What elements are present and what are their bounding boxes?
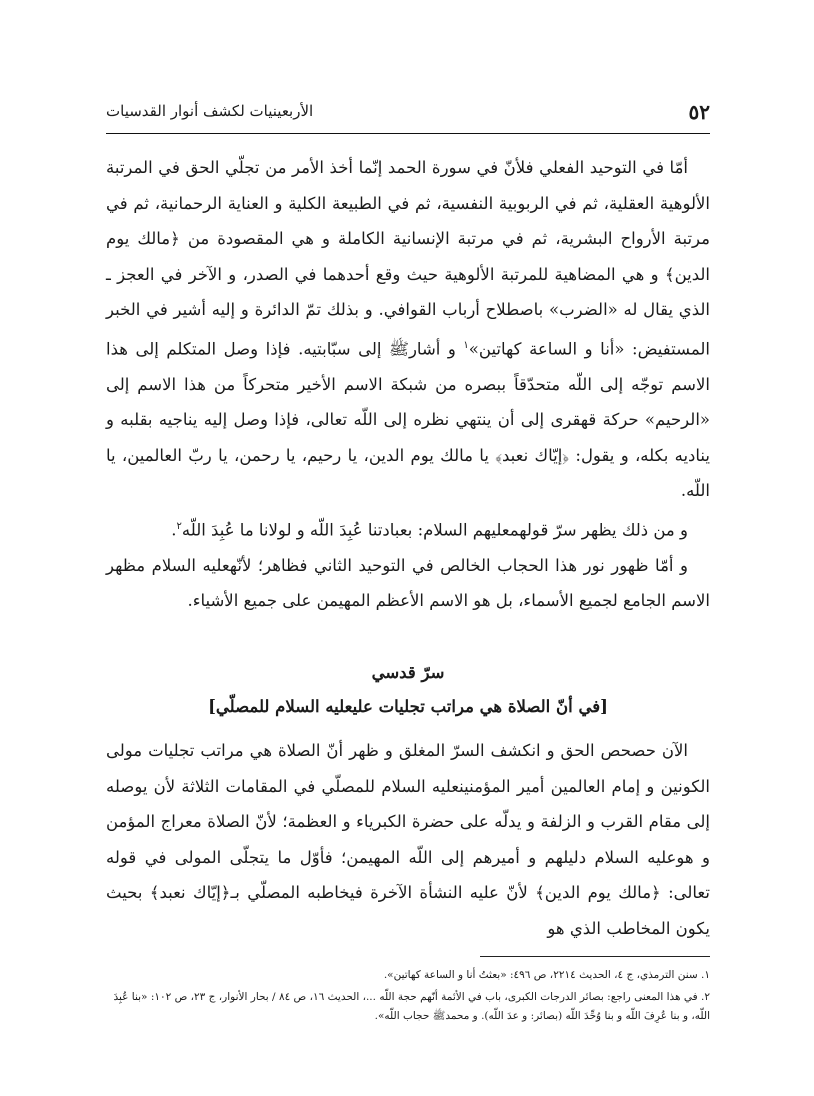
footnote-1: ١. سنن الترمذي، ج ٤، الحديث ٢٢١٤، ص ٤٩٦: «بعثتُ أنا و الساعة كهاتين». <box>383 969 710 981</box>
section-subtitle: [في أنّ الصلاة هي مراتب تجليات عليعليه السلام للمصلّي] <box>208 697 608 716</box>
paragraph: و أمّا ظهور نور هذا الحجاب الخالص في التوحيد الثاني فظاهر؛ لأنّهعليه السلام مظهر الاسم الجامع لجميع الأسماء، بل هو الاسم الأعظم المهيمن على جميع الأشياء. <box>106 555 710 610</box>
footnote-rule <box>480 956 710 957</box>
paragraph: الآن حصحص الحق و انكشف السرّ المغلق و ظهر أنّ الصلاة هي مراتب تجليات مولى الكونين و إمام العالمين أمير المؤمنينعليه السلام للمصلّي في المقامات الثلاثة لأن يوصله إلى مقام القرب و الزلفة و يدلّه على حضرة الكبرياء و العظمة؛ لأنّ الصلاة معراج المؤمن و هوعليه السلام دليلهم و أميرهم إلى اللّه المهيمن؛ فأوّل ما يتجلّى المولى في قوله تعالى: ﴿مالك يوم الدين﴾ لأنّ عليه النشأة الآخرة فيخاطبه المصلّي بـ﴿إيّاك نعبد﴾ بحيث يكون المخاطب الذي هو <box>106 741 710 938</box>
section-title: سرّ قدسي <box>371 663 445 682</box>
paragraph-text: و من ذلك يظهر سرّ قولهمعليهم السلام: بعبادتنا عُبِدَ اللّه و لولانا ما عُبِدَ اللّه <box>181 520 688 539</box>
header-rule <box>106 133 710 134</box>
page-header <box>106 100 710 130</box>
footnotes <box>106 966 710 1029</box>
paragraph-text: أمّا في التوحيد الفعلي فلأنّ في سورة الحمد إنّما أخذ الأمر من تجلّي الحق في المرتبة الألوهية العقلية، ثم في الربوبية النفسية، ثم في الطبيعة الكلية و العناية الرحمانية، ثم في مرتبة الأرواح البشرية، ثم في مرتبة الإنسانية الكاملة و هي المقصودة من ﴿مالك يوم الدين﴾ و هي المضاهية للمرتبة الألوهية حيث وقع أحدهما في الصدر، و الآخر في العجز ـ الذي يقال له «الضرب» باصطلاح أرباب القوافي. و بذلك تمّ الدائرة و إليه أشير في الخبر المستفيض: «أنا و الساعة كهاتين» <box>106 158 710 358</box>
paragraph-text: . <box>171 520 177 539</box>
paragraph-text: و أشارﷺ إلى سبّابتيه. فإذا وصل المتكلم إلى هذا الاسم توجّه إلى اللّه متحدّقاً ببصره من شبكة الاسم الأخير متحركاً من هذا الاسم إلى «الرحيم» حركة قهقرى إلى أن ينتهي نظره إلى اللّه تعالى، فإذا وصل إليه يناجيه بقلبه و يناديه بكله، و يقول: ﴿إيّاك نعبد﴾ يا مالك يوم الدين، يا رحيم، يا رحمن، يا ربّ العالمين، يا اللّه. <box>106 339 710 500</box>
section-text <box>106 733 710 946</box>
paragraph <box>106 150 710 509</box>
main-text <box>106 150 710 619</box>
footnote-ref-1: ١ <box>463 339 469 351</box>
footnote-2: ٢. في هذا المعنى راجع: بصائر الدرجات الكبرى، باب في الأئمة أنّهم حجة اللّه ...، الحديث ١٦، ص ٨٤ / بحار الأنوار، ج ٢٣، ص ١٠٢: «بنا عُبِدَ اللّه، و بنا عُرِفَ اللّه و بنا وُحِّدَ اللّه (بصائر: و عدَ اللّه). و محمدﷺ حجاب اللّه». <box>113 991 710 1022</box>
footnote-ref-2: ٢ <box>176 520 182 532</box>
running-title: الأربعينيات لكشف أنوار القدسيات <box>106 102 314 120</box>
page-number: ٥٢ <box>688 100 710 124</box>
paragraph <box>106 509 710 548</box>
